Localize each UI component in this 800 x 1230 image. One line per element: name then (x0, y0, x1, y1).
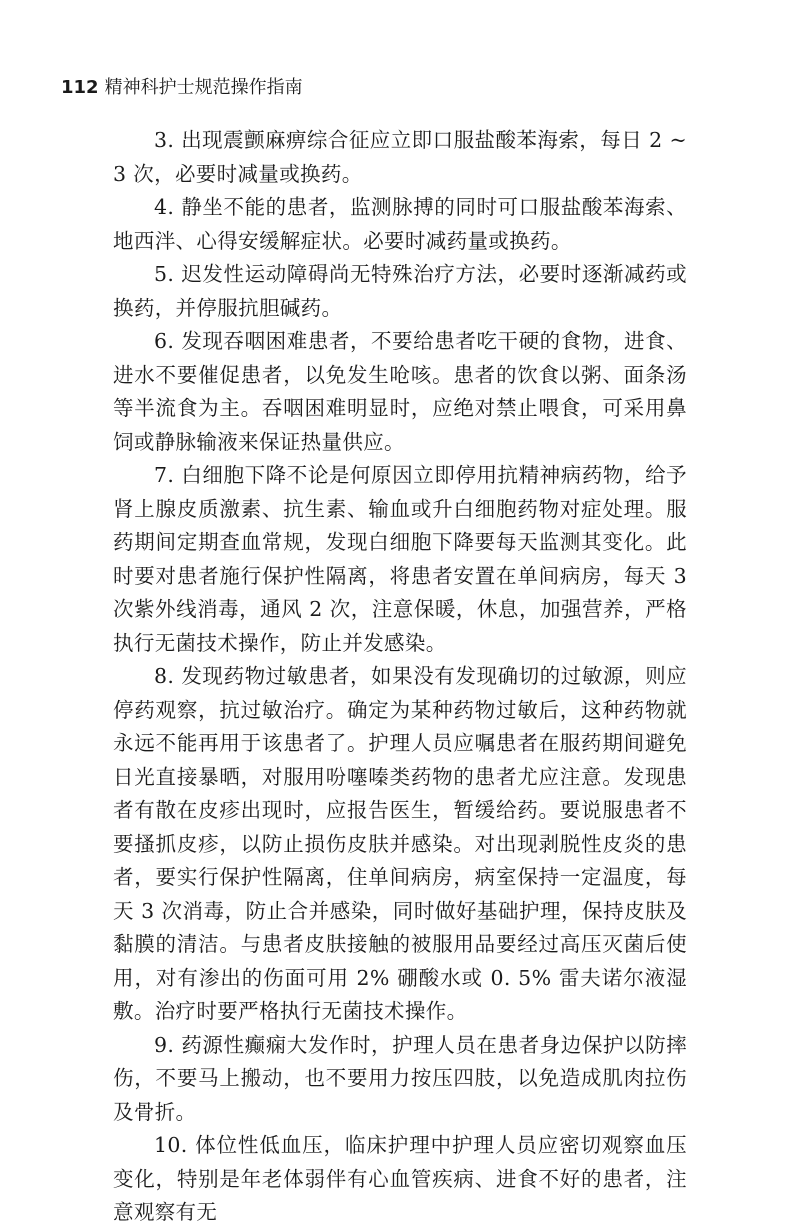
paragraph-item-8: 8. 发现药物过敏患者，如果没有发现确切的过敏源，则应停药观察，抗过敏治疗。确定为某种药物过敏后，这种药物就永远不能再用于该患者了。护理人员应嘱患者在服药期间避免日光直接暴晒，对服用吩噻嗪类药物的患者尤应注意。发现患者有散在皮疹出现时，应报告医生，暂缓给药。要说服患者不要搔抓皮疹，以防止损伤皮肤并感染。对出现剥脱性皮炎的患者，要实行保护性隔离，住单间病房，病室保持一定温度，每天 3 次消毒，防止合并感染，同时做好基础护理，保持皮肤及黏膜的清洁。与患者皮肤接触的被服用品要经过高压灭菌后使用，对有渗出的伤面可用 2% 硼酸水或 0. 5% 雷夫诺尔液湿敷。治疗时要严格执行无菌技术操作。 (113, 664, 687, 1023)
book-title: 精神科护士规范操作指南 (104, 77, 303, 98)
paragraph-item-4: 4. 静坐不能的患者，监测脉搏的同时可口服盐酸苯海索、地西泮、心得安缓解症状。必要时减药量或换药。 (113, 195, 687, 253)
paragraph-item-9: 9. 药源性癫痫大发作时，护理人员在患者身边保护以防摔伤，不要马上搬动，也不要用力按压四肢，以免造成肌肉拉伤及骨折。 (113, 1032, 687, 1124)
paragraph-item-10: 10. 体位性低血压，临床护理中护理人员应密切观察血压变化，特别是年老体弱伴有心血管疾病、进食不好的患者，注意观察有无 (113, 1133, 687, 1224)
body-text (113, 124, 687, 1230)
paragraph-item-6: 6. 发现吞咽困难患者，不要给患者吃干硬的食物，进食、进水不要催促患者，以免发生呛咳。患者的饮食以粥、面条汤等半流食为主。吞咽困难明显时，应绝对禁止喂食，可采用鼻饲或静脉输液来保证热量供应。 (113, 329, 687, 454)
paragraph-item-7: 7. 白细胞下降不论是何原因立即停用抗精神病药物，给予肾上腺皮质激素、抗生素、输血或升白细胞药物对症处理。服药期间定期查血常规，发现白细胞下降要每天监测其变化。此时要对患者施行保护性隔离，将患者安置在单间病房，每天 3 次紫外线消毒，通风 2 次，注意保暖，休息，加强营养，严格执行无菌技术操作，防止并发感染。 (113, 463, 687, 655)
running-header (61, 76, 303, 100)
paragraph-item-3: 3. 出现震颤麻痹综合征应立即口服盐酸苯海索，每日 2 ~ 3 次，必要时减量或换药。 (113, 128, 687, 186)
page-number: 112 (61, 77, 99, 98)
paragraph-item-5: 5. 迟发性运动障碍尚无特殊治疗方法，必要时逐渐减药或换药，并停服抗胆碱药。 (113, 262, 687, 320)
